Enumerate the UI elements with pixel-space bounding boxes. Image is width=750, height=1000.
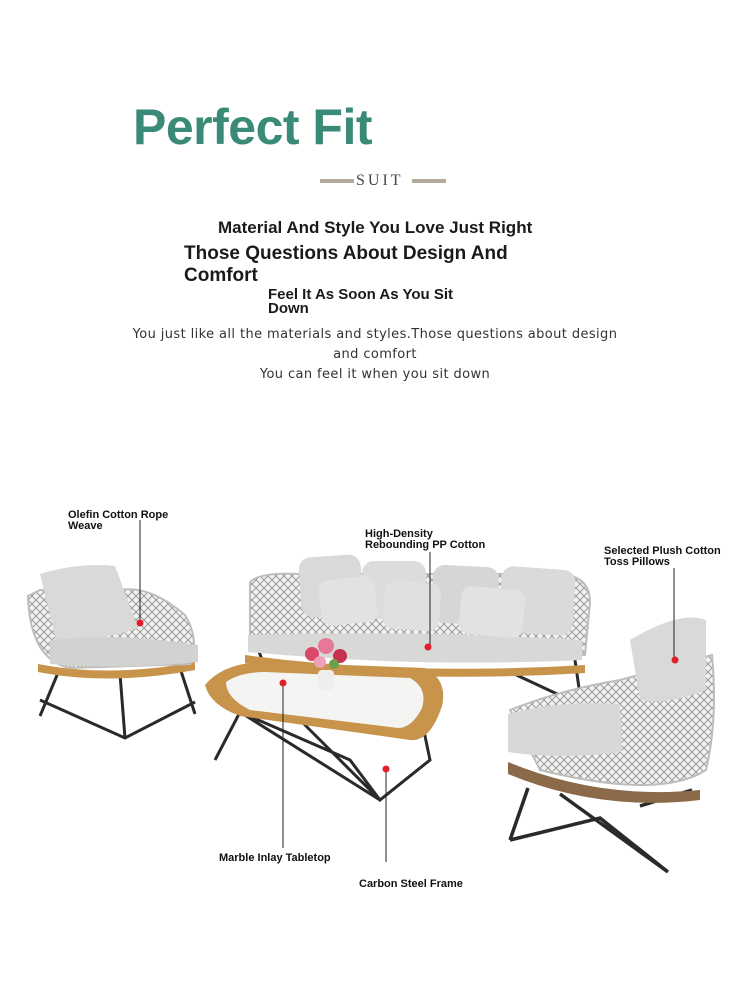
frame-dot: [383, 766, 390, 773]
pillows-dot: [672, 657, 679, 664]
callout-frame: Carbon Steel Frame: [359, 878, 463, 890]
rope-weave-dot: [137, 620, 144, 627]
subtitle: SUIT: [356, 172, 404, 189]
callout-tabletop: Marble Inlay Tabletop: [219, 852, 331, 864]
subtitle-line-left: [320, 179, 354, 183]
page-title: Perfect Fit: [133, 99, 373, 155]
headline-1: Material And Style You Love Just Right: [218, 218, 533, 237]
callout-pillows: Selected Plush Cotton Toss Pillows: [604, 545, 721, 568]
headline-2: Those Questions About Design And Comfort: [184, 243, 508, 286]
subtitle-line-right: [412, 179, 446, 183]
tabletop-dot: [280, 680, 287, 687]
intro-line: You just like all the materials and styles.Those questions about design: [132, 327, 618, 342]
intro-body: [130, 325, 620, 385]
headline-3: Feel It As Soon As You Sit Down: [268, 286, 454, 317]
coffee-table: [205, 638, 443, 800]
intro-line: and comfort: [333, 347, 417, 362]
left-armchair: [28, 565, 198, 738]
intro-line: You can feel it when you sit down: [259, 367, 491, 382]
callout-pp-cotton: High-Density Rebounding PP Cotton: [365, 528, 486, 551]
callout-rope-weave: Olefin Cotton Rope Weave: [68, 509, 169, 532]
pp-cotton-dot: [425, 644, 432, 651]
